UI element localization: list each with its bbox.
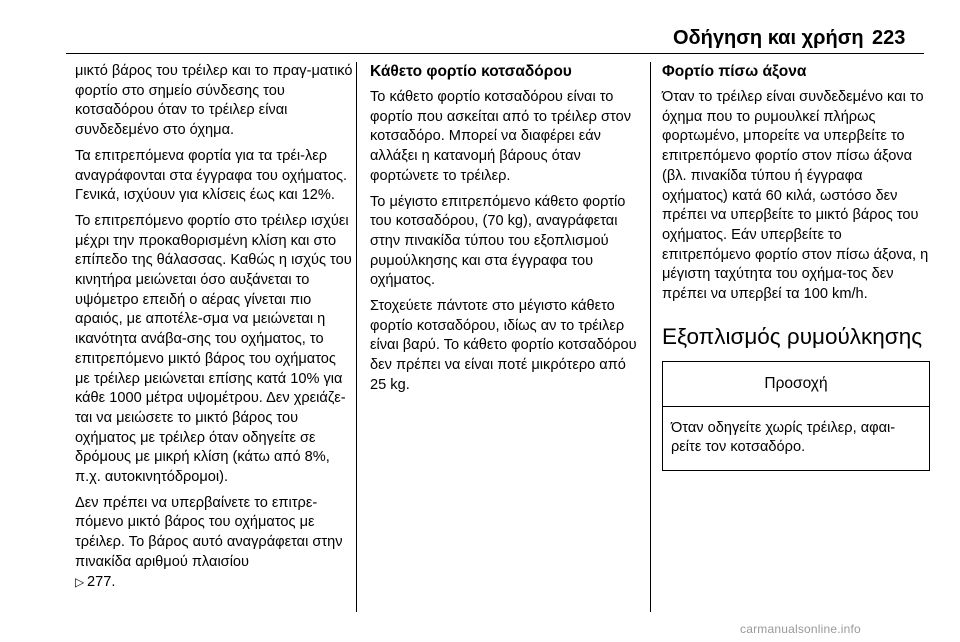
page-reference-link[interactable]: 277.: [87, 573, 116, 590]
paragraph: Τα επιτρεπόμενα φορτία για τα τρέι-λερ αναγράφονται στα έγγραφα του οχήματος. Γενικά, ισχύουν για κλίσεις έως και 12%.: [75, 147, 348, 204]
paragraph: Το μέγιστο επιτρεπόμενο κάθετο φορτίο του κοτσαδόρου, (70 kg), αναγράφεται στην πινακίδα τύπου του εξοπλισμού ρυμούλκησης και στα έγγραφα του οχήματος.: [370, 193, 626, 289]
page-title: Οδήγηση και χρήση: [673, 27, 864, 49]
section-heading: Φορτίο πίσω άξονα: [662, 63, 807, 80]
reference-arrow-icon: ▷: [75, 574, 85, 589]
caution-box: [662, 361, 930, 471]
paragraph: Το επιτρεπόμενο φορτίο στο τρέιλερ ισχύει μέχρι την προκαθορισμένη κλίση και στο επίπεδο της θάλασσας. Καθώς η ισχύς του κινητήρα μειώνεται όσο αυξάνεται το υψόμετρο επειδή ο αέρας γίνεται πιο αραιός, με αποτέλε-σμα να μειώνεται η ικανότητα ανάβα-σης του οχήματος, το επιτρεπόμενο μικτό βάρος του οχήματος με τρέιλερ μειώνεται επίσης κατά 10% για κάθε 1000 μέτρα υψομέτρου. Δεν χρειάζε-ται να μειώσετε το μικτό βάρος του οχήματος με τρέιλερ όταν οδηγείτε σε δρόμους με μικρή κλίση (κάτω από 8%, π.χ. αυτοκινητόδρομοι).: [75, 212, 352, 486]
column-2: [370, 62, 638, 402]
paragraph: [75, 494, 353, 593]
column-1: [75, 62, 353, 598]
paragraph: Στοχεύετε πάντοτε στο μέγιστο κάθετο φορτίο κοτσαδόρου, ιδίως αν το τρέιλερ είναι βαρύ. Το κάθετο φορτίο κοτσαδόρου δεν πρέπει να είναι ποτέ μικρότερο από 25 kg.: [370, 298, 637, 393]
section-heading: Κάθετο φορτίο κοτσαδόρου: [370, 63, 572, 80]
caution-title: Προσοχή: [663, 362, 929, 407]
page-header: [0, 0, 960, 52]
paragraph-text: Δεν πρέπει να υπερβαίνετε το επιτρε-πόμενο μικτό βάρος του οχήματος με τρέιλερ. Το βάρος αυτό αναγράφεται στην πινακίδα αριθμού πλαισίου: [75, 494, 343, 570]
paragraph: Το κάθετο φορτίο κοτσαδόρου είναι το φορτίο που ασκείται από το τρέιλερ στον κοτσαδόρο. Μπορεί να διαφέρει εάν αλλάξει η κατανομή βάρους όταν φορτώνετε το τρέιλερ.: [370, 89, 632, 184]
paragraph: μικτό βάρος του τρέιλερ και το πραγ-ματικό φορτίο στο σημείο σύνδεσης του κοτσαδόρου όταν το τρέιλερ είναι συνδεδεμένο στο όχημα.: [75, 63, 353, 139]
caution-text: Όταν οδηγείτε χωρίς τρέιλερ, αφαι-ρείτε τον κοτσαδόρο.: [671, 419, 896, 456]
chapter-heading: Εξοπλισμός ρυμούλκησης: [662, 323, 923, 349]
watermark: carmanualsonline.info: [740, 622, 861, 636]
paragraph: Όταν το τρέιλερ είναι συνδεδεμένο και το όχημα που το ρυμουλκεί πλήρως φορτωμένο, μπορείτε να υπερβείτε το επιτρεπόμενο φορτίο στον πίσω άξονα (βλ. πινακίδα τύπου ή έγγραφα οχήματος) κατά 60 κιλά, ωστόσο δεν πρέπει να υπερβείτε το μικτό βάρος του οχήματος. Εάν υπερβείτε το επιτρεπόμενο φορτίο στον πίσω άξονα, η μέγιστη ταχύτητα του οχήμα-τος δεν πρέπει να υπερβεί τα 100 km/h.: [662, 89, 929, 303]
header-divider: [66, 53, 924, 54]
column-divider: [356, 62, 357, 612]
page-number: 223: [872, 27, 906, 49]
column-divider: [650, 62, 651, 612]
column-3: [662, 62, 932, 471]
